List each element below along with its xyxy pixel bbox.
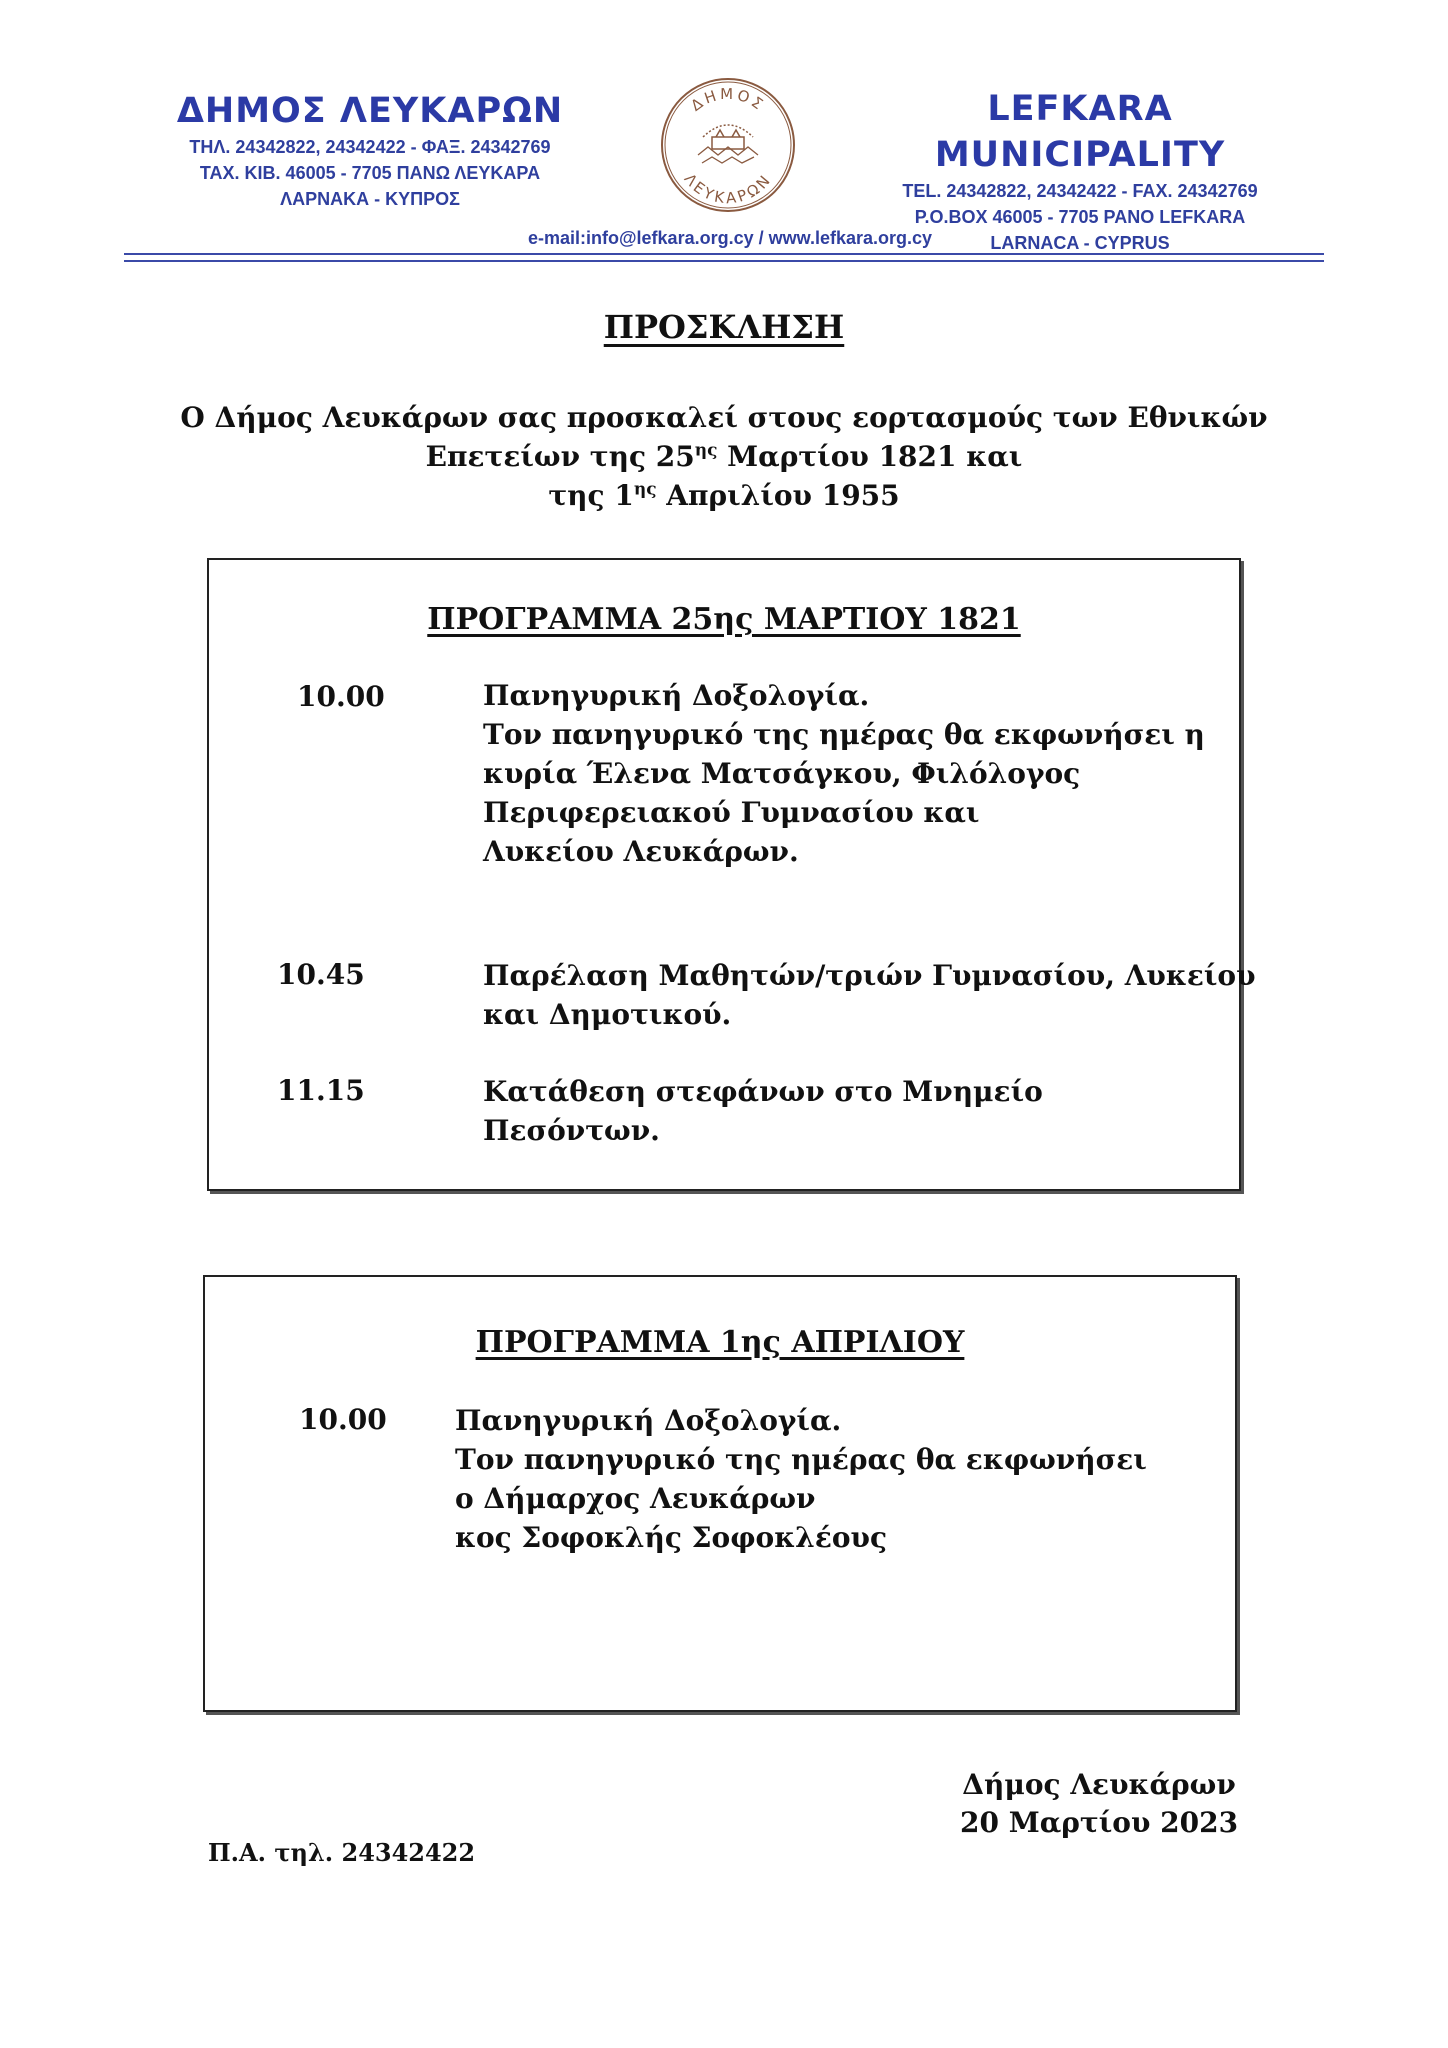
svg-text:ΛΕΥΚΑΡΩΝ: ΛΕΥΚΑΡΩΝ	[680, 169, 776, 208]
description-line: και Δημοτικού.	[483, 998, 732, 1031]
description-line: Τον πανηγυρικό της ημέρας θα εκφωνήσει	[455, 1443, 1147, 1476]
svg-text:ΔΗΜΟΣ: ΔΗΜΟΣ	[687, 84, 769, 115]
program-item-description	[483, 676, 1205, 871]
letterhead-greek	[150, 88, 590, 212]
intro-line-2	[150, 437, 1298, 476]
intro-line-2-text-a: Επετείων της 25	[425, 440, 695, 473]
program-title-march-text: ΠΡΟΓΡΑΜΜΑ 25ης ΜΑΡΤΙΟΥ 1821	[427, 602, 1021, 637]
contact-phone-latin: TEL. 24342822, 24342422 - FAX. 24342769	[902, 181, 1258, 201]
program-time: 10.45	[277, 958, 365, 991]
description-line: Λυκείου Λευκάρων.	[483, 835, 799, 868]
contact-pobox-greek: ΤΑΧ. ΚΙΒ. 46005 - 7705 ΠΑΝΩ ΛΕΥΚΑΡΑ	[199, 163, 541, 183]
intro-line-3-text-b: Απριλίου 1955	[656, 479, 900, 512]
program-time: 10.00	[297, 680, 385, 713]
program-box-march	[207, 558, 1256, 1191]
signature-org: Δήμος Λευκάρων	[962, 1768, 1236, 1801]
contact-phone-greek: ΤΗΛ. 24342822, 24342422 - ΦΑΞ. 24342769	[189, 137, 551, 157]
footer-contact-phone: Π.Α. τηλ. 24342422	[208, 1838, 476, 1867]
program-box-april	[203, 1275, 1237, 1712]
signature-date: 20 Μαρτίου 2023	[960, 1806, 1239, 1839]
description-line: Τον πανηγυρικό της ημέρας θα εκφωνήσει η	[483, 718, 1205, 751]
intro-line-2-superscript: ης	[694, 440, 718, 461]
program-title-april	[205, 1325, 1235, 1360]
description-line: Πανηγυρική Δοξολογία.	[455, 1404, 842, 1437]
intro-line-2-text-b: Μαρτίου 1821 και	[717, 440, 1023, 473]
invitation-intro	[150, 398, 1298, 515]
description-line: Πανηγυρική Δοξολογία.	[483, 679, 870, 712]
signature-block	[960, 1766, 1238, 1842]
description-line: Κατάθεση στεφάνων στο Μνημείο	[483, 1075, 1043, 1108]
letterhead-rule-bottom	[124, 260, 1324, 262]
program-item-description	[455, 1401, 1147, 1557]
document-title-text: ΠΡΟΣΚΛΗΣΗ	[603, 308, 845, 346]
description-line: ο Δήμαρχος Λευκάρων	[455, 1482, 816, 1515]
description-line: Παρέλαση Μαθητών/τριών Γυμνασίου, Λυκείου	[483, 959, 1256, 992]
program-item-description	[483, 1072, 1043, 1150]
document-title	[0, 308, 1448, 346]
program-time: 11.15	[277, 1074, 365, 1107]
contact-location-greek: ΛΑΡΝΑΚΑ - ΚΥΠΡΟΣ	[280, 189, 460, 209]
municipality-seal-logo	[658, 75, 798, 215]
description-line: κος Σοφοκλής Σοφοκλέους	[455, 1521, 887, 1554]
contact-location-latin: LARNACA - CYPRUS	[990, 233, 1170, 253]
contact-pobox-latin: P.O.BOX 46005 - 7705 PANO LEFKARA	[914, 207, 1246, 227]
intro-line-3-superscript: ης	[633, 479, 657, 500]
contact-email-web: e-mail:info@lefkara.org.cy / www.lefkara.org.cy	[527, 228, 932, 248]
description-line: κυρία Έλενα Ματσάγκου, Φιλόλογος	[483, 757, 1081, 790]
program-title-march	[209, 602, 1239, 637]
intro-line-3-text-a: της 1	[548, 479, 634, 512]
municipality-name-latin: LEFKARA MUNICIPALITY	[934, 89, 1226, 175]
intro-line-1: Ο Δήμος Λευκάρων σας προσκαλεί στους εορτασμούς των Εθνικών	[180, 401, 1268, 434]
program-title-april-text: ΠΡΟΓΡΑΜΜΑ 1ης ΑΠΡΙΛΙΟΥ	[475, 1325, 965, 1360]
municipality-name-greek: ΔΗΜΟΣ ΛΕΥΚΑΡΩΝ	[176, 91, 564, 131]
intro-line-3	[150, 476, 1298, 515]
letterhead-rule-top	[124, 253, 1324, 255]
description-line: Περιφερειακού Γυμνασίου και	[483, 796, 980, 829]
program-item-description	[483, 956, 1256, 1034]
program-time: 10.00	[299, 1403, 387, 1436]
description-line: Πεσόντων.	[483, 1114, 660, 1147]
